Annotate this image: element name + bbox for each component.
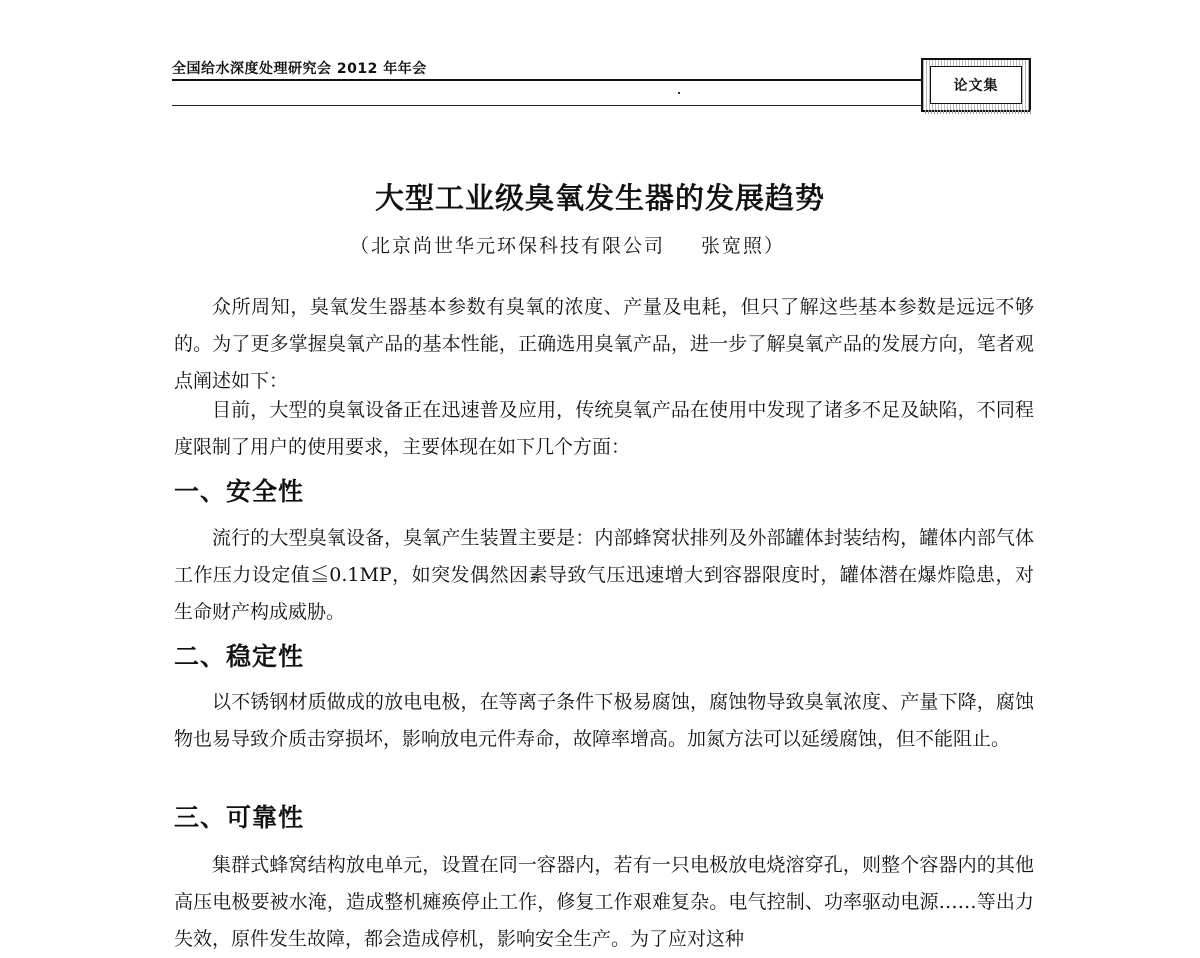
- intro-paragraph-1: 众所周知，臭氧发生器基本参数有臭氧的浓度、产量及电耗，但只了解这些基本参数是远远不够的。为了更多掌握臭氧产品的基本性能，正确选用臭氧产品，进一步了解臭氧产品的发展方向，笔者观点阐述如下：: [174, 296, 1034, 392]
- article-byline: [350, 231, 785, 258]
- section-heading-reliability: 三、可靠性: [174, 803, 305, 832]
- section-heading-safety: 一、安全性: [174, 477, 305, 506]
- header-rule-bottom: [172, 105, 922, 106]
- collection-badge-label: 论文集: [930, 66, 1022, 104]
- header-rule-top: [172, 79, 922, 81]
- header-dot: [678, 92, 680, 94]
- byline-author: 张宽照）: [701, 235, 786, 257]
- section-paragraph-reliability: 集群式蜂窝结构放电单元，设置在同一容器内，若有一只电极放电烧溶穿孔，则整个容器内的其他高压电极要被水淹，造成整机瘫痪停止工作，修复工作艰难复杂。电气控制、功率驱动电源……等出力失效，原件发生故障，都会造成停机，影响安全生产。为了应对这种: [174, 854, 1034, 950]
- running-header: 全国给水深度处理研究会 2012 年年会: [172, 61, 427, 77]
- intro-paragraph-2: 目前，大型的臭氧设备正在迅速普及应用，传统臭氧产品在使用中发现了诸多不足及缺陷，不同程度限制了用户的使用要求，主要体现在如下几个方面：: [174, 399, 1034, 458]
- byline-organization: （北京尚世华元环保科技有限公司: [350, 235, 666, 257]
- section-paragraph-safety: 流行的大型臭氧设备，臭氧产生装置主要是：内部蜂窝状排列及外部罐体封装结构，罐体内部气体工作压力设定值≦0.1MP，如突发偶然因素导致气压迅速增大到容器限度时，罐体潜在爆炸隐患，对生命财产构成威胁。: [174, 527, 1034, 623]
- badge-shadow: [925, 110, 1033, 114]
- section-paragraph-stability: 以不锈钢材质做成的放电电极，在等离子条件下极易腐蚀，腐蚀物导致臭氧浓度、产量下降，腐蚀物也易导致介质击穿损坏，影响放电元件寿命，故障率增高。加氮方法可以延缓腐蚀，但不能阻止。: [174, 691, 1034, 750]
- section-heading-stability: 二、稳定性: [174, 642, 305, 671]
- collection-badge: [921, 58, 1031, 112]
- article-title: 大型工业级臭氧发生器的发展趋势: [374, 181, 825, 215]
